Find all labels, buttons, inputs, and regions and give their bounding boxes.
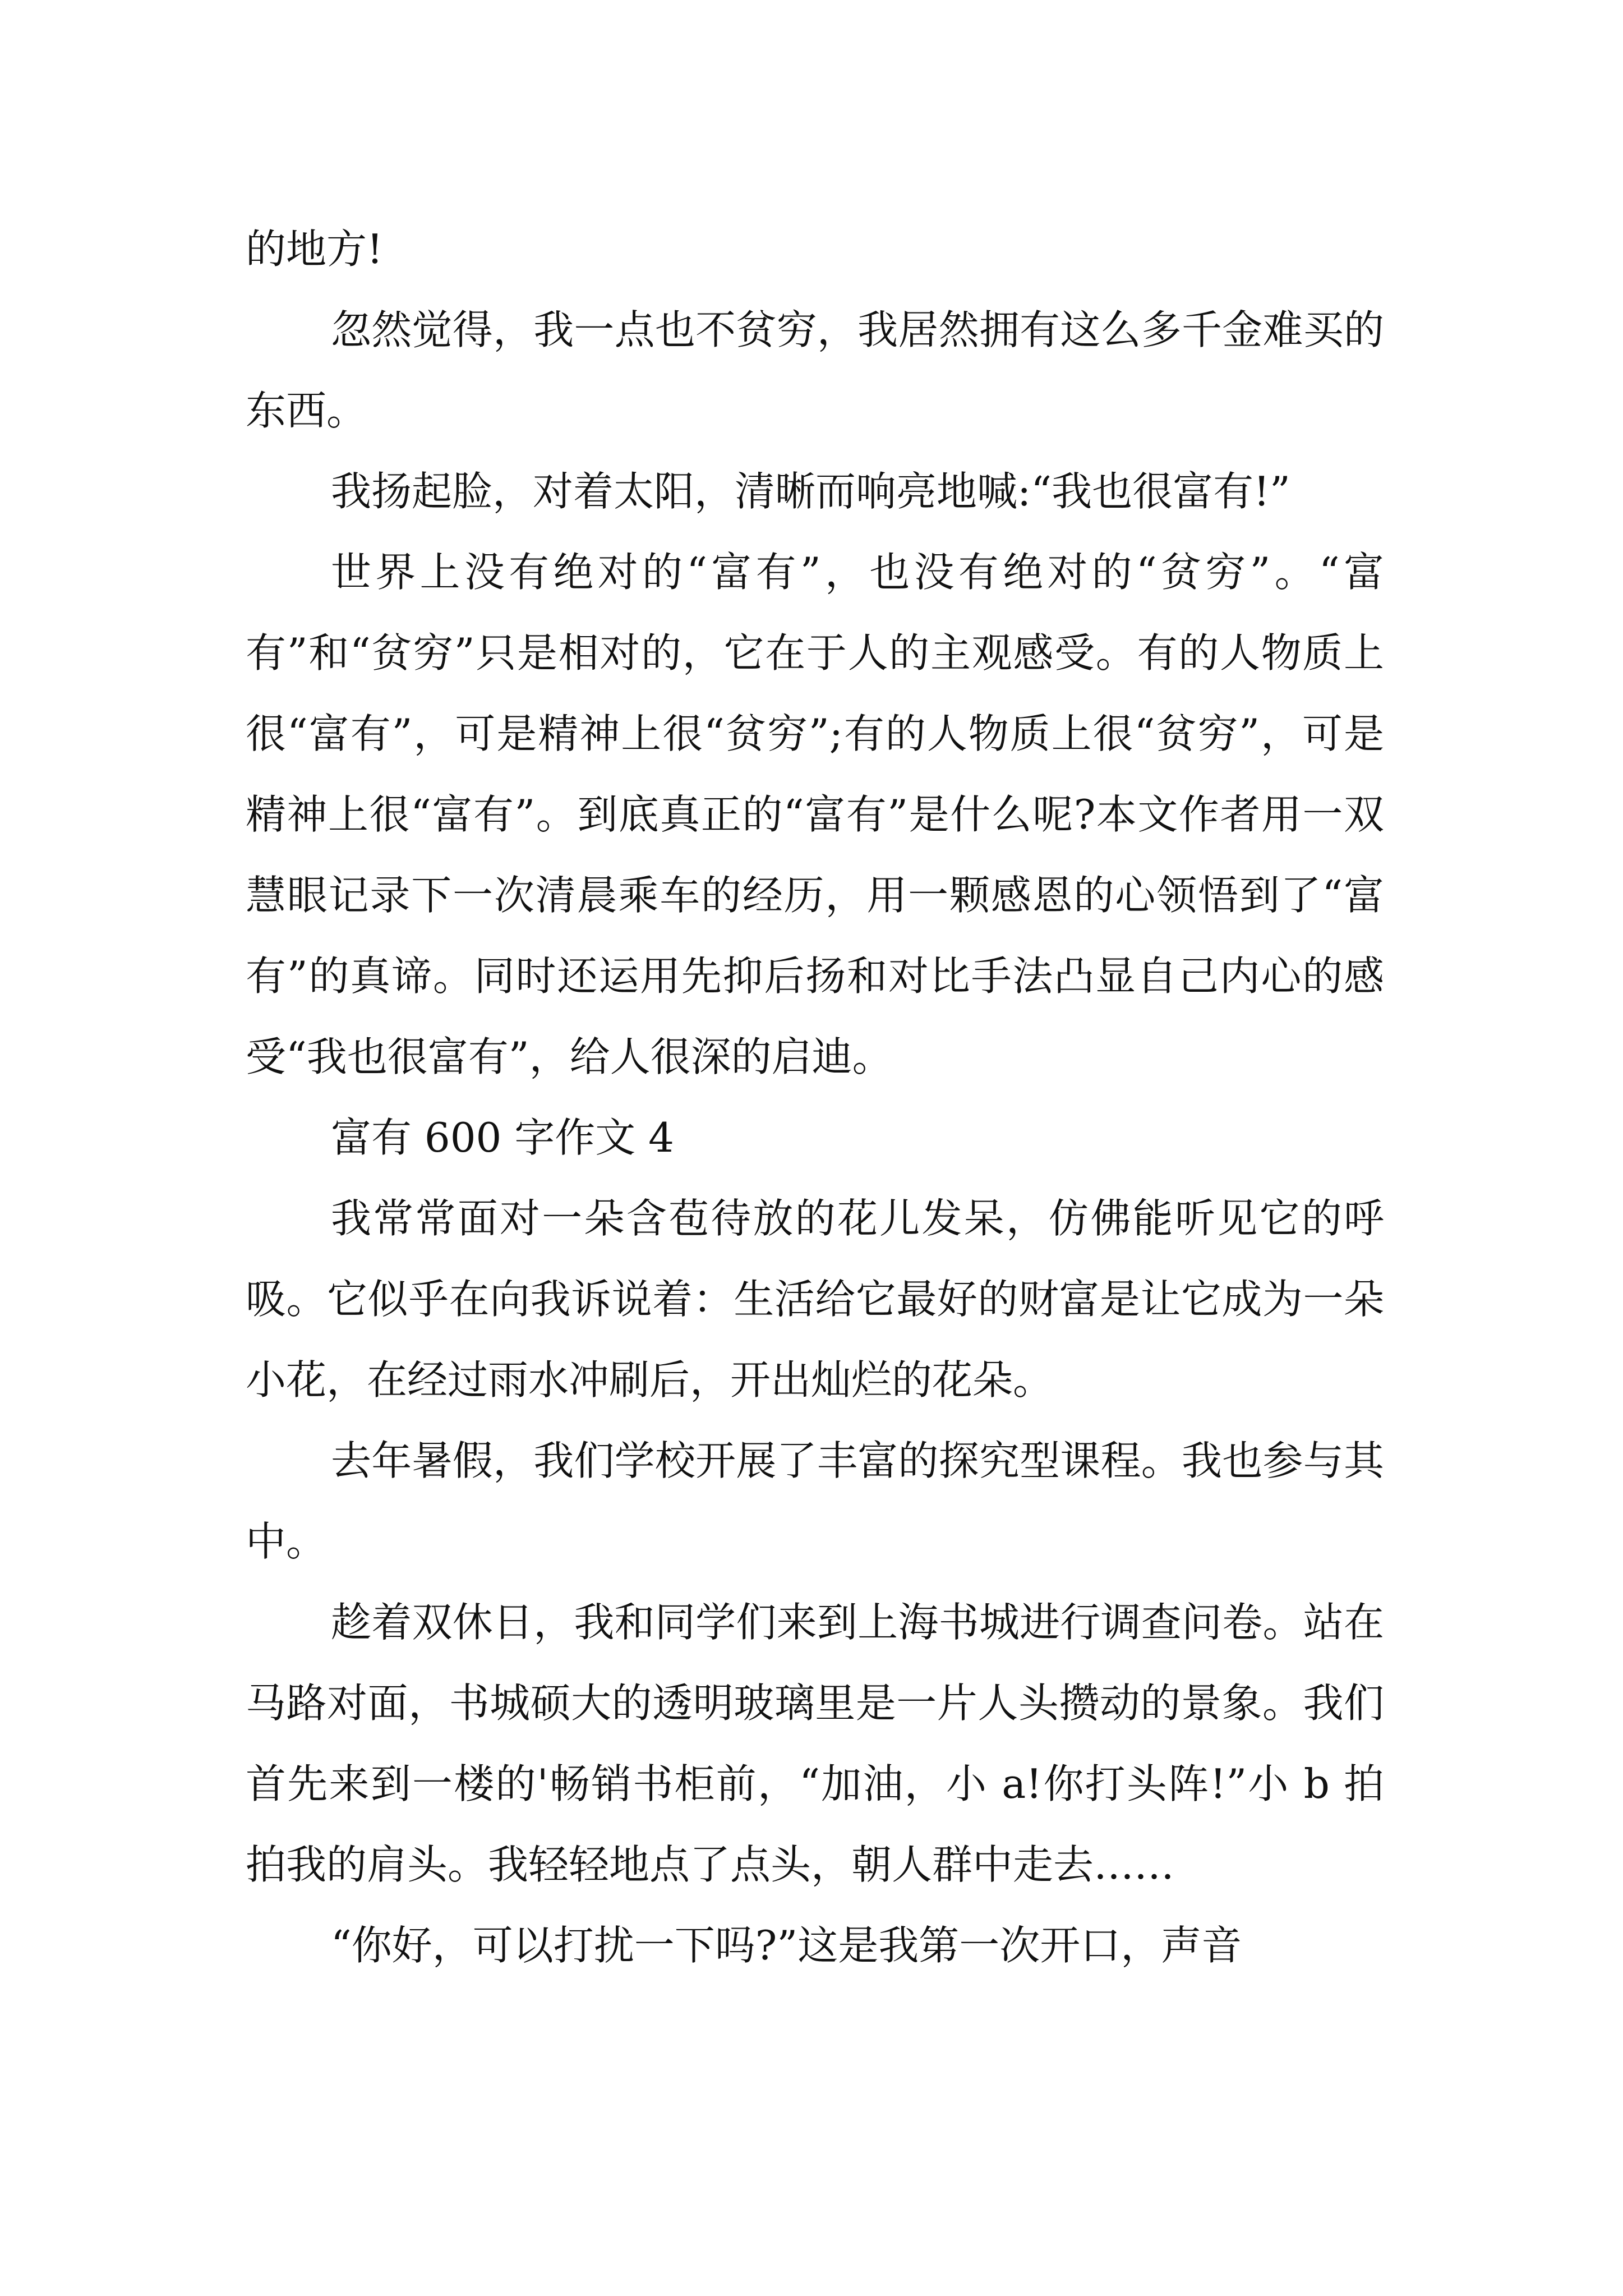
section-heading: 富有 600 字作文 4 bbox=[331, 1114, 674, 1161]
paragraph-3: 我扬起脸，对着太阳，清晰而响亮地喊:“我也很富有!” bbox=[331, 468, 1290, 515]
paragraph-2: 忽然觉得，我一点也不贫穷，我居然拥有这么多千金难买的东西。 bbox=[246, 306, 1384, 434]
paragraph-7: 趁着双休日，我和同学们来到上海书城进行调查问卷。站在马路对面，书城硕大的透明玻璃里是一片人头攒动的景象。我们首先来到一楼的'畅销书柜前，“加油，小 a!你打头阵!”小 b 拍拍我的肩头。我轻轻地点了点头，朝人群中走去…… bbox=[246, 1599, 1384, 1888]
paragraph-1: 的地方! bbox=[246, 226, 383, 273]
document-body bbox=[246, 209, 1384, 1986]
paragraph-8: “你好，可以打扰一下吗?”这是我第一次开口，声音 bbox=[331, 1922, 1242, 1969]
paragraph-5: 我常常面对一朵含苞待放的花儿发呆，仿佛能听见它的呼吸。它似乎在向我诉说着：生活给它最好的财富是让它成为一朵小花，在经过雨水冲刷后，开出灿烂的花朵。 bbox=[246, 1195, 1384, 1404]
paragraph-4: 世界上没有绝对的“富有”，也没有绝对的“贫穷”。“富有”和“贫穷”只是相对的，它在于人的主观感受。有的人物质上很“富有”，可是精神上很“贫穷”;有的人物质上很“贫穷”，可是精神上很“富有”。到底真正的“富有”是什么呢?本文作者用一双慧眼记录下一次清晨乘车的经历，用一颗感恩的心领悟到了“富有”的真谛。同时还运用先抑后扬和对比手法凸显自己内心的感受“我也很富有”，给人很深的启迪。 bbox=[246, 549, 1384, 1080]
paragraph-6: 去年暑假，我们学校开展了丰富的探究型课程。我也参与其中。 bbox=[246, 1437, 1384, 1565]
